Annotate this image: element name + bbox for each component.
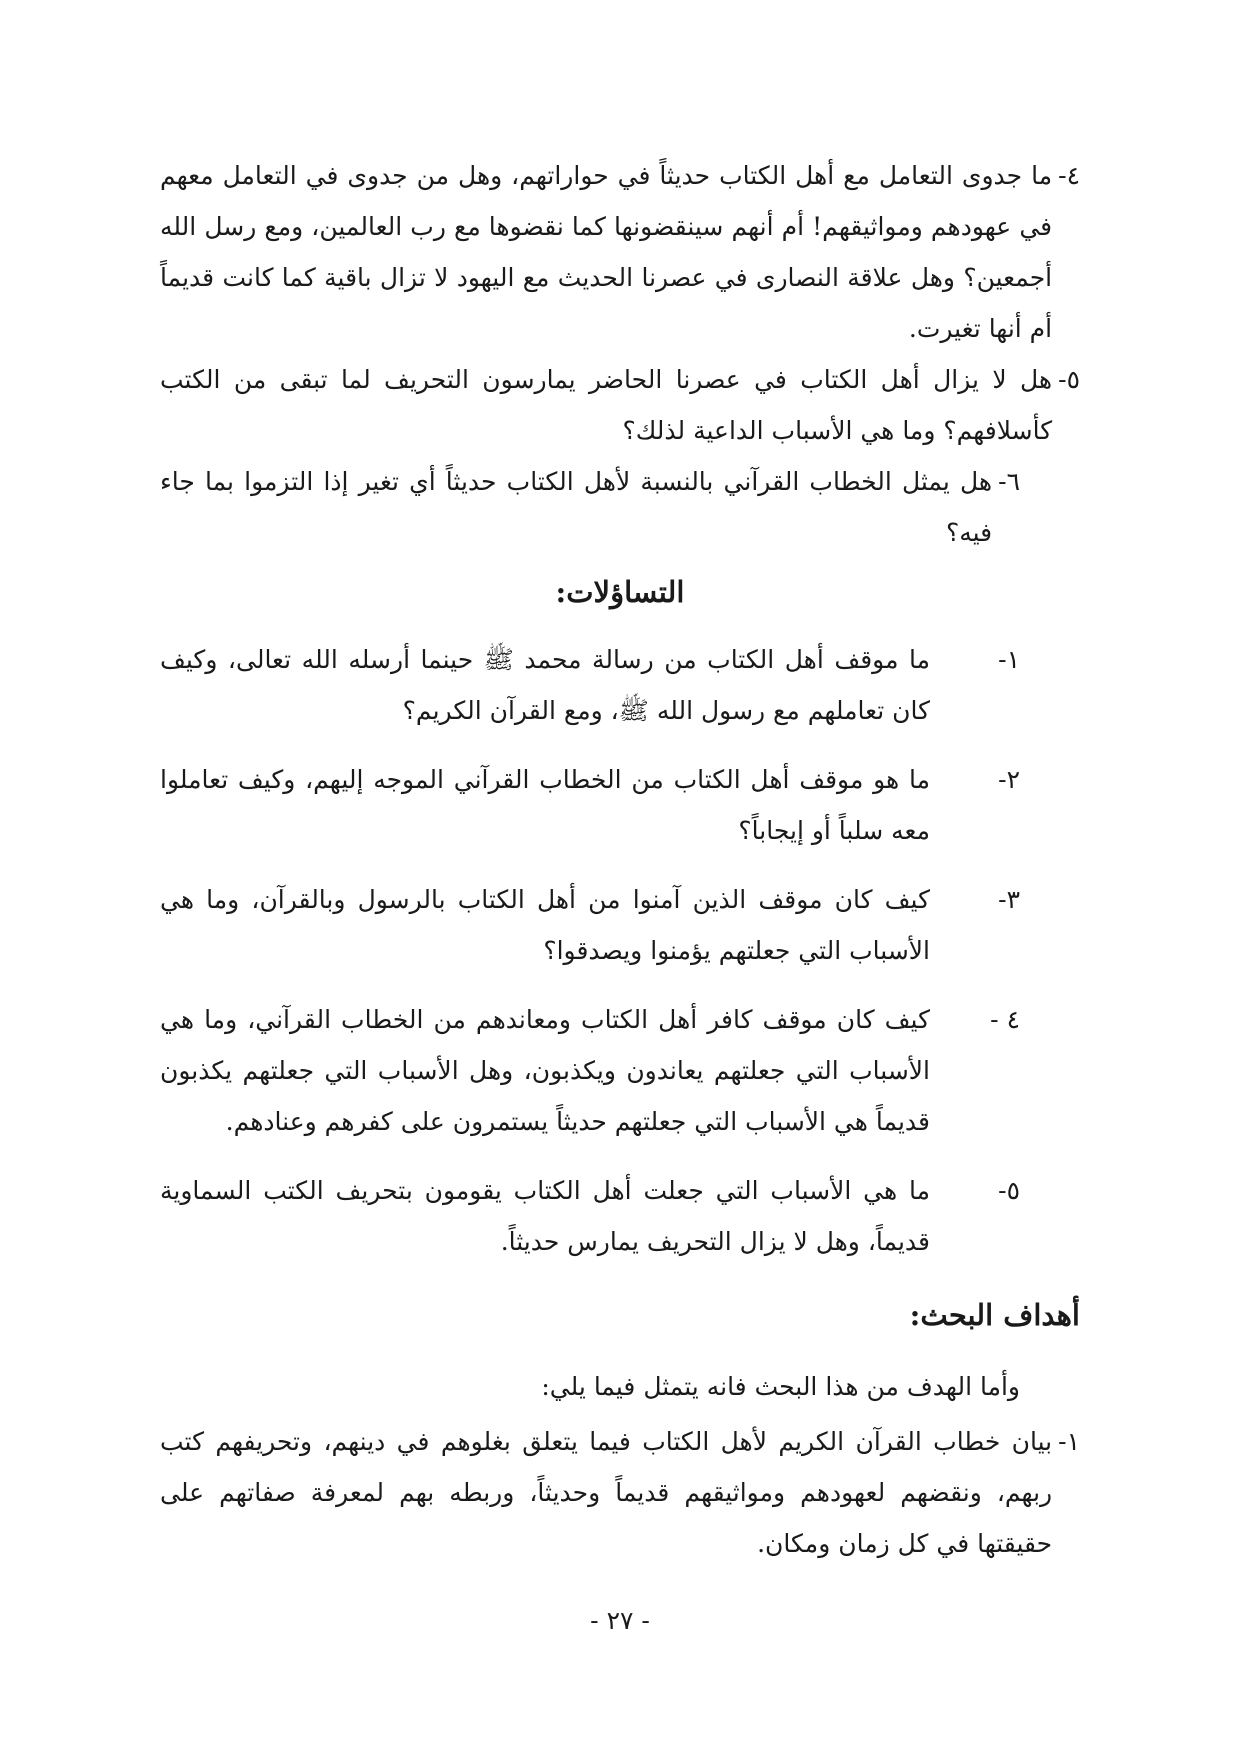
item-number: ٤-	[1058, 161, 1080, 190]
question-number: ١-	[998, 645, 1020, 674]
question-text: كيف كان موقف الذين آمنوا من أهل الكتاب بالرسول وبالقرآن، وما هي الأسباب التي جعلتهم يؤمنوا ويصدقوا؟	[160, 885, 930, 965]
item-number: ٦-	[998, 467, 1020, 496]
page-number: - ٢٧ -	[590, 1606, 650, 1635]
question-number: ٣-	[998, 885, 1020, 914]
list-item	[160, 456, 1080, 558]
question-number: ٢-	[998, 765, 1020, 794]
objective-text: بيان خطاب القرآن الكريم لأهل الكتاب فيما يتعلق بغلوهم في دينهم، وتحريفهم كتب ربهم، ونقضهم لعهودهم ومواثيقهم قديماً وحديثاً، وربطه بهم لمعرفة صفاتهم على حقيقتها في كل زمان ومكان.	[160, 1427, 1053, 1558]
document-page	[160, 150, 1080, 1569]
question-item	[160, 994, 1020, 1147]
objectives-intro: وأما الهدف من هذا البحث فانه يتمثل فيما يلي:	[541, 1372, 1020, 1401]
item-number: ٥-	[1058, 365, 1080, 394]
top-list	[160, 150, 1080, 558]
item-text: هل لا يزال أهل الكتاب في عصرنا الحاضر يمارسون التحريف لما تبقى من الكتب كأسلافهم؟ وما هي الأسباب الداعية لذلك؟	[160, 365, 1053, 445]
objective-item	[160, 1416, 1080, 1569]
list-item	[160, 354, 1080, 456]
objectives-heading: أهداف البحث:	[909, 1298, 1080, 1332]
item-text: ما جدوى التعامل مع أهل الكتاب حديثاً في حواراتهم، وهل من جدوى في التعامل معهم في عهودهم ومواثيقهم! أم أنهم سينقضونها كما نقضوها مع رب العالمين، ومع رسل الله أجمعين؟ وهل علاقة النصارى في عصرنا الحديث مع اليهود لا تزال باقية كما كانت قديماً أم أنها تغيرت.	[160, 161, 1053, 343]
question-item	[160, 874, 1020, 976]
item-text: هل يمثل الخطاب القرآني بالنسبة لأهل الكتاب حديثاً أي تغير إذا التزموا بما جاء فيه؟	[160, 467, 993, 547]
question-item	[160, 634, 1020, 736]
question-text: ما هو موقف أهل الكتاب من الخطاب القرآني الموجه إليهم، وكيف تعاملوا معه سلباً أو إيجاباً؟	[160, 765, 930, 845]
question-text: كيف كان موقف كافر أهل الكتاب ومعاندهم من الخطاب القرآني، وما هي الأسباب التي جعلتهم يعاندون ويكذبون، وهل الأسباب التي جعلتهم يكذبون قديماً هي الأسباب التي جعلتهم حديثاً يستمرون على كفرهم وعنادهم.	[160, 1005, 930, 1136]
question-text: ما هي الأسباب التي جعلت أهل الكتاب يقومون بتحريف الكتب السماوية قديماً، وهل لا يزال التحريف يمارس حديثاً.	[160, 1176, 930, 1256]
question-text: ما موقف أهل الكتاب من رسالة محمد ﷺ حينما أرسله الله تعالى، وكيف كان تعاملهم مع رسول الله ﷺ، ومع القرآن الكريم؟	[160, 645, 930, 725]
questions-heading: التساؤلات:	[555, 575, 685, 609]
objectives-list	[160, 1416, 1080, 1569]
question-number: ٤ -	[990, 1005, 1020, 1034]
list-item	[160, 150, 1080, 354]
objective-number: ١-	[1058, 1427, 1080, 1456]
question-item	[160, 1165, 1020, 1267]
question-item	[160, 754, 1020, 856]
question-number: ٥-	[998, 1176, 1020, 1205]
questions-list	[160, 634, 1080, 1267]
